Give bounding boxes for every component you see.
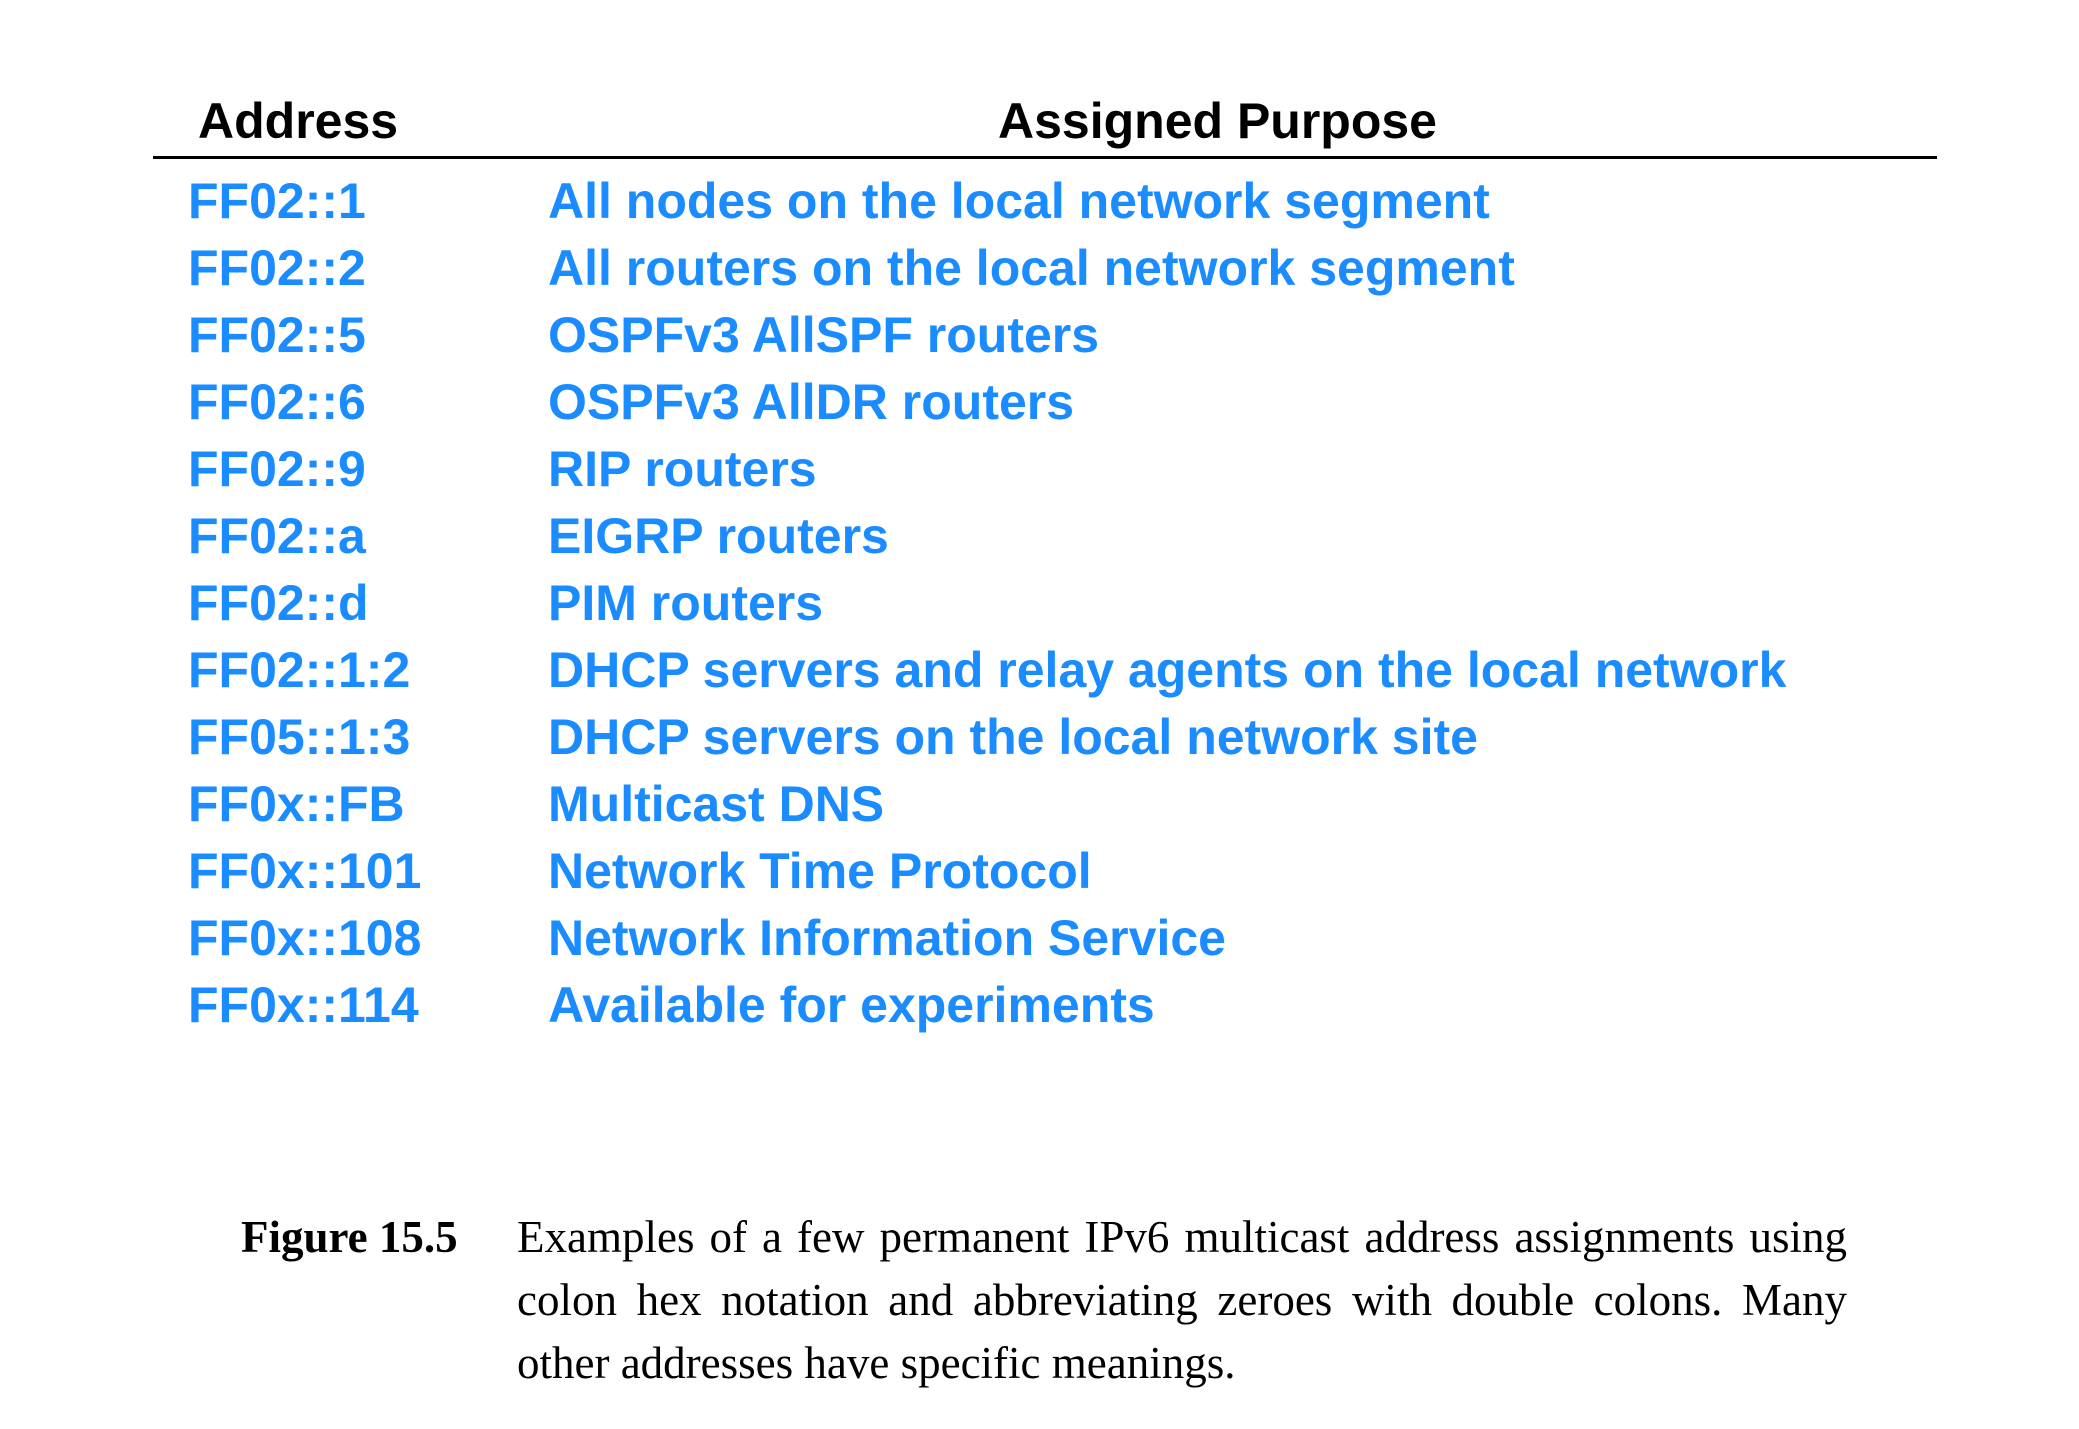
purpose-cell: Multicast DNS bbox=[548, 776, 885, 832]
table-row bbox=[153, 838, 1937, 905]
figure-label: Figure 15.5 bbox=[241, 1212, 458, 1262]
caption-text: Examples of a few permanent IPv6 multicast address assignments using colon hex notation and abbreviating zeroes with double colons. Many other addresses have specific meanings. bbox=[517, 1212, 1847, 1388]
address-cell: FF05::1:3 bbox=[188, 709, 411, 765]
table-header bbox=[153, 88, 1937, 159]
table-body bbox=[153, 168, 1937, 1039]
table-row bbox=[153, 369, 1937, 436]
table-row bbox=[153, 235, 1937, 302]
address-cell: FF02::1:2 bbox=[188, 642, 411, 698]
address-cell: FF02::5 bbox=[188, 307, 366, 363]
table-row bbox=[153, 302, 1937, 369]
purpose-cell: Network Time Protocol bbox=[548, 843, 1092, 899]
purpose-cell: EIGRP routers bbox=[548, 508, 889, 564]
purpose-cell: DHCP servers on the local network site bbox=[548, 709, 1478, 765]
address-cell: FF02::a bbox=[188, 508, 366, 564]
table-row bbox=[153, 771, 1937, 838]
address-cell: FF0x::FB bbox=[188, 776, 405, 832]
purpose-cell: PIM routers bbox=[548, 575, 824, 631]
figure-caption bbox=[241, 1206, 1847, 1395]
address-cell: FF0x::101 bbox=[188, 843, 422, 899]
address-column-header: Address bbox=[198, 93, 399, 149]
address-cell: FF02::1 bbox=[188, 173, 366, 229]
table-row bbox=[153, 637, 1937, 704]
purpose-cell: DHCP servers and relay agents on the local network bbox=[548, 642, 1787, 698]
multicast-address-table bbox=[153, 88, 1937, 1039]
table-row bbox=[153, 436, 1937, 503]
address-cell: FF0x::108 bbox=[188, 910, 422, 966]
table-row bbox=[153, 503, 1937, 570]
address-cell: FF02::6 bbox=[188, 374, 366, 430]
table-row bbox=[153, 570, 1937, 637]
purpose-column-header: Assigned Purpose bbox=[998, 93, 1437, 149]
address-cell: FF0x::114 bbox=[188, 977, 419, 1033]
table-row bbox=[153, 972, 1937, 1039]
purpose-cell: Network Information Service bbox=[548, 910, 1226, 966]
purpose-cell: RIP routers bbox=[548, 441, 817, 497]
purpose-cell: All routers on the local network segment bbox=[548, 240, 1515, 296]
purpose-cell: OSPFv3 AllSPF routers bbox=[548, 307, 1100, 363]
purpose-cell: OSPFv3 AllDR routers bbox=[548, 374, 1075, 430]
address-cell: FF02::d bbox=[188, 575, 369, 631]
table-row bbox=[153, 905, 1937, 972]
table-row bbox=[153, 168, 1937, 235]
address-cell: FF02::2 bbox=[188, 240, 366, 296]
table-row bbox=[153, 704, 1937, 771]
address-cell: FF02::9 bbox=[188, 441, 366, 497]
purpose-cell: All nodes on the local network segment bbox=[548, 173, 1490, 229]
purpose-cell: Available for experiments bbox=[548, 977, 1155, 1033]
